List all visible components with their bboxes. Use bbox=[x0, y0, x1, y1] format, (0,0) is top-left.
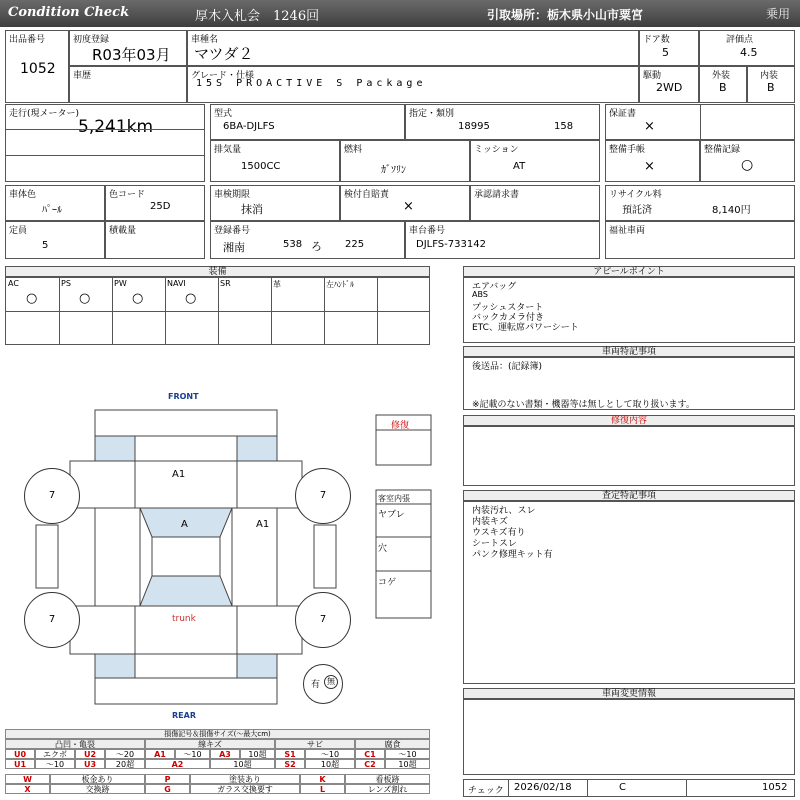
drive-label: 駆動 bbox=[643, 71, 662, 81]
cabin-title: 客室内張 bbox=[378, 494, 410, 503]
inspector-notes-header: 査定特記事項 bbox=[463, 490, 795, 501]
legend-text: ガラス交換要す bbox=[190, 784, 300, 794]
legend-code: X bbox=[5, 784, 50, 794]
legend-code: C2 bbox=[355, 759, 385, 769]
equip-lhd-label: 左ﾊﾝﾄﾞﾙ bbox=[326, 280, 354, 289]
recycle-label: リサイクル料 bbox=[609, 190, 662, 200]
approval-label: 承認請求書 bbox=[474, 190, 520, 200]
model: 6BA-DJLFS bbox=[223, 121, 275, 132]
legend-text: 〜10 bbox=[175, 749, 210, 759]
special-notes-footer: ※記載のない書類・機器等は無しとして取り扱います。 bbox=[472, 400, 695, 410]
legend-code: C1 bbox=[355, 749, 385, 759]
repair-content-header: 修復内容 bbox=[463, 415, 795, 426]
legend-title: 損傷記号＆損傷サイズ(〜最大cm) bbox=[5, 729, 430, 739]
appeal-line-3: プッシュスタート bbox=[472, 303, 544, 313]
doors-label: ドア数 bbox=[643, 35, 670, 45]
first-registration: R03年03月 bbox=[92, 46, 171, 64]
equip-leather-label: 革 bbox=[273, 280, 281, 289]
inspector-note-3: ウスキズ有り bbox=[472, 528, 526, 538]
equip-pw-label: PW bbox=[114, 279, 127, 288]
first-registration-label: 初度登録 bbox=[73, 35, 110, 45]
inspection: 抹消 bbox=[241, 203, 263, 216]
legend-code: U0 bbox=[5, 749, 35, 759]
legend-header-scratch: 線キズ bbox=[145, 739, 275, 749]
legend-header-dent: 凸凹・亀裂 bbox=[5, 739, 145, 749]
capacity-label: 定員 bbox=[9, 226, 28, 236]
legend-code: W bbox=[5, 774, 50, 784]
appeal-line-2: ABS bbox=[472, 290, 488, 299]
change-info-header: 車両変更情報 bbox=[463, 688, 795, 699]
special-notes-line: 後送品：(記録簿) bbox=[472, 362, 543, 372]
equip-sr-label: SR bbox=[220, 279, 231, 288]
equip-navi-label: NAVI bbox=[167, 279, 186, 288]
insurance-label: 検付自賠責 bbox=[344, 190, 390, 200]
equip-ps-label: PS bbox=[61, 279, 71, 288]
legend-code: A3 bbox=[210, 749, 240, 759]
legend-text: 10超 bbox=[240, 749, 275, 759]
exterior-grade: B bbox=[719, 81, 727, 94]
tire-front-left: 7 bbox=[24, 468, 80, 524]
lot-number: 1052 bbox=[20, 61, 56, 77]
legend-text: 交換跡 bbox=[50, 784, 145, 794]
equip-ps-mark: ○ bbox=[79, 291, 91, 306]
legend-header-rust: サビ bbox=[275, 739, 355, 749]
recycle-status: 預託済 bbox=[622, 205, 652, 216]
vehicle-type: 乗用 bbox=[766, 7, 791, 21]
equip-navi-mark: ○ bbox=[185, 291, 197, 306]
legend-code: S2 bbox=[275, 759, 305, 769]
maintenance-record-label: 整備記録 bbox=[704, 145, 741, 155]
doors: 5 bbox=[662, 46, 669, 59]
insurance: × bbox=[403, 199, 414, 214]
legend-code: S1 bbox=[275, 749, 305, 759]
legend-code: P bbox=[145, 774, 190, 784]
interior-label: 内装 bbox=[760, 71, 779, 81]
tire-rear-right: 7 bbox=[295, 592, 351, 648]
spare-tire bbox=[303, 664, 343, 704]
front-label: FRONT bbox=[168, 392, 199, 401]
tire-rear-left: 7 bbox=[24, 592, 80, 648]
check-lot: 1052 bbox=[762, 782, 788, 793]
rear-label: REAR bbox=[172, 711, 196, 720]
legend-text: 〜10 bbox=[385, 749, 430, 759]
side-damage-mark: A1 bbox=[256, 519, 270, 530]
legend-header-corrosion: 腐食 bbox=[355, 739, 430, 749]
legend-code: K bbox=[300, 774, 345, 784]
rating: 4.5 bbox=[740, 46, 758, 59]
legend-code: A2 bbox=[145, 759, 210, 769]
grade: 15S PROACTIVE S Package bbox=[196, 78, 427, 89]
equip-ac-label: AC bbox=[8, 279, 19, 288]
fuel-label: 燃料 bbox=[344, 145, 363, 155]
model-label: 型式 bbox=[214, 109, 233, 119]
rating-label: 評価点 bbox=[726, 35, 754, 45]
cabin-hole-label: 穴 bbox=[378, 544, 388, 554]
spare-no-label: 無 bbox=[324, 675, 338, 689]
legend-code: U3 bbox=[75, 759, 105, 769]
inspector-note-4: シートスレ bbox=[472, 539, 517, 549]
appeal-line-1: エアバッグ bbox=[472, 282, 517, 292]
inspector-note-2: 内装キズ bbox=[472, 517, 508, 527]
body-color-label: 車体色 bbox=[9, 190, 37, 200]
sheet-title: Condition Check bbox=[8, 5, 130, 20]
windshield-damage-mark: A bbox=[181, 519, 188, 530]
designation-number: 18995 bbox=[458, 121, 490, 132]
equip-pw-mark: ○ bbox=[132, 291, 144, 306]
pickup-location: 引取場所：栃木県小山市粟宮 bbox=[487, 8, 644, 22]
legend-text: エクボ bbox=[35, 749, 75, 759]
color-code-label: 色コード bbox=[109, 190, 146, 200]
legend-code: A1 bbox=[145, 749, 175, 759]
cabin-burn-label: コゲ bbox=[378, 578, 397, 588]
capacity: 5 bbox=[42, 240, 49, 251]
repair-box-title: 修復 bbox=[391, 421, 410, 431]
drive: 2WD bbox=[656, 81, 683, 94]
registration-area: 湘南 bbox=[223, 241, 245, 254]
classification-number: 158 bbox=[554, 121, 574, 132]
warranty-label: 保証書 bbox=[609, 109, 637, 119]
legend-text: 〜10 bbox=[305, 749, 355, 759]
legend-code: L bbox=[300, 784, 345, 794]
legend-text: 20超 bbox=[105, 759, 145, 769]
chassis-number-label: 車台番号 bbox=[409, 226, 446, 236]
equipment-header: 装備 bbox=[5, 266, 430, 277]
tire-front-right: 7 bbox=[295, 468, 351, 524]
registration-kana: ろ bbox=[311, 240, 322, 253]
interior-grade: B bbox=[767, 81, 775, 94]
legend-text: 10超 bbox=[210, 759, 275, 769]
appeal-header: アピールポイント bbox=[463, 266, 795, 277]
payload-label: 積載量 bbox=[109, 226, 137, 236]
check-date: 2026/02/18 bbox=[514, 782, 572, 793]
chassis-number: DJLFS-733142 bbox=[416, 239, 486, 250]
registration-number-label: 登録番号 bbox=[214, 226, 251, 236]
legend-text: 〜10 bbox=[35, 759, 75, 769]
registration-digits: 225 bbox=[345, 239, 365, 250]
transmission-label: ミッション bbox=[474, 145, 519, 155]
legend-text: 塗装あり bbox=[190, 774, 300, 784]
lot-number-label: 出品番号 bbox=[9, 35, 46, 45]
mileage-label: 走行(現メーター) bbox=[9, 109, 80, 119]
inspector-note-1: 内装汚れ、スレ bbox=[472, 506, 536, 516]
warranty: × bbox=[644, 119, 655, 134]
legend-code: U2 bbox=[75, 749, 105, 759]
auction-name: 厚木入札会 1246回 bbox=[195, 9, 320, 24]
hood-damage-mark: A1 bbox=[172, 469, 186, 480]
legend-text: 看板跡 bbox=[345, 774, 430, 784]
grade-label: グレード・仕様 bbox=[191, 71, 255, 81]
mileage: 5,241km bbox=[78, 117, 154, 137]
legend-text: 〜20 bbox=[105, 749, 145, 759]
check-grade: C bbox=[619, 782, 626, 793]
designation-label: 指定・類別 bbox=[409, 109, 455, 119]
special-notes-header: 車両特記事項 bbox=[463, 346, 795, 357]
legend-code: U1 bbox=[5, 759, 35, 769]
legend-text: レンズ割れ bbox=[345, 784, 430, 794]
maintenance-book: × bbox=[644, 159, 655, 174]
legend-text: 板金あり bbox=[50, 774, 145, 784]
exterior-label: 外装 bbox=[712, 71, 731, 81]
legend-text: 10超 bbox=[305, 759, 355, 769]
appeal-line-5: ETC、運転席パワーシート bbox=[472, 323, 579, 333]
legend-code: G bbox=[145, 784, 190, 794]
appeal-line-4: バックカメラ付き bbox=[472, 313, 545, 323]
equip-ac-mark: ○ bbox=[26, 291, 38, 306]
color-code: 25D bbox=[150, 201, 171, 212]
registration-class: 538 bbox=[283, 239, 303, 250]
spare-yes-label: 有 bbox=[311, 680, 321, 690]
car-name-label: 車種名 bbox=[191, 35, 219, 45]
car-name: マツダ２ bbox=[194, 45, 254, 63]
trunk-label: trunk bbox=[172, 614, 196, 624]
displacement-label: 排気量 bbox=[214, 145, 242, 155]
inspection-label: 車検期限 bbox=[214, 190, 251, 200]
inspector-note-5: パンク修理キット有 bbox=[472, 550, 553, 560]
legend-text: 10超 bbox=[385, 759, 430, 769]
history-label: 車歴 bbox=[73, 71, 92, 81]
welfare-vehicle-label: 福祉車両 bbox=[609, 226, 646, 236]
body-color: ﾊﾟｰﾙ bbox=[42, 205, 62, 216]
transmission: AT bbox=[513, 161, 526, 172]
fuel: ｶﾞｿﾘﾝ bbox=[381, 165, 406, 176]
displacement: 1500CC bbox=[241, 161, 281, 172]
check-label: チェック bbox=[468, 786, 504, 796]
cabin-tear-label: ヤブレ bbox=[378, 510, 405, 520]
maintenance-book-label: 整備手帳 bbox=[609, 145, 646, 155]
recycle-fee: 8,140円 bbox=[712, 205, 751, 216]
maintenance-record: ○ bbox=[741, 157, 754, 173]
